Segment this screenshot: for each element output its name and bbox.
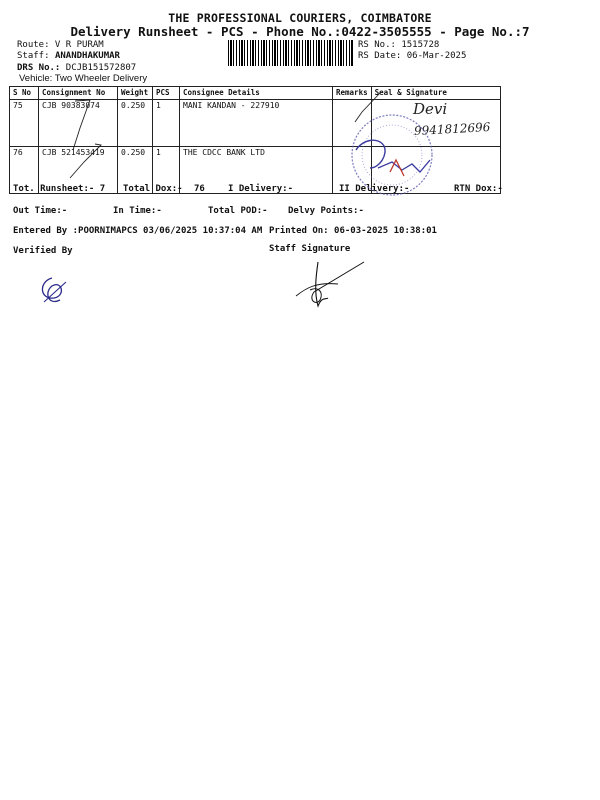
- rs-no: RS No.: 1515728: [358, 40, 440, 50]
- delvy-points: Delvy Points:-: [288, 206, 364, 216]
- staff-value: ANANDHAKUMAR: [54, 51, 120, 61]
- cell-sno: 76: [10, 147, 39, 194]
- handwritten-name: Devi: [413, 100, 448, 118]
- drs-label: DRS No.:: [17, 63, 61, 73]
- cell-weight: 0.250: [118, 100, 153, 147]
- handwritten-phone: 9941812696: [413, 120, 491, 138]
- printed-on: Printed On: 06-03-2025 10:38:01: [269, 226, 437, 236]
- col-seal: Seal & Signature: [371, 87, 500, 100]
- route-label: Route: V R PURAM: [17, 40, 104, 50]
- i-delivery: I Delivery:-: [228, 184, 294, 194]
- col-remarks: Remarks: [333, 87, 372, 100]
- col-pcs: PCS: [153, 87, 180, 100]
- table-header-row: [10, 87, 501, 100]
- drs-value: DCJB151572807: [65, 63, 137, 73]
- col-weight: Weight: [118, 87, 153, 100]
- total-pod: Total POD:-: [208, 206, 268, 216]
- cell-pcs: 1: [153, 147, 180, 194]
- staff-signature: [296, 262, 364, 306]
- staff-signature-label: Staff Signature: [269, 244, 351, 254]
- col-consignee: Consignee Details: [180, 87, 333, 100]
- col-sno: S No: [10, 87, 39, 100]
- cell-consignee: MANI KANDAN - 227910: [180, 100, 333, 147]
- cell-weight: 0.250: [118, 147, 153, 194]
- cell-sno: 75: [10, 100, 39, 147]
- out-time: Out Time:-: [13, 206, 68, 216]
- cell-consignment: CJB 90383074: [39, 100, 118, 147]
- verified-by: Verified By: [13, 246, 73, 256]
- verified-signature: [42, 278, 66, 302]
- cell-consignment: CJB 521453419: [39, 147, 118, 194]
- total-dox-value: 76: [194, 184, 205, 194]
- in-time: In Time:-: [113, 206, 162, 216]
- staff-label: Staff:: [17, 51, 50, 61]
- staff-line: [17, 51, 120, 61]
- runsheet-title: Delivery Runsheet - PCS - Phone No.:0422-3505555 - Page No.:7: [70, 24, 530, 39]
- tot-runsheet: Tot. Runsheet:- 7: [13, 184, 106, 194]
- drs-line: [17, 63, 136, 73]
- col-consignment: Consignment No: [39, 87, 118, 100]
- vehicle-label: Vehicle: Two Wheeler Delivery: [19, 73, 148, 84]
- cell-consignee: THE CDCC BANK LTD: [180, 147, 333, 194]
- barcode: [228, 40, 354, 66]
- rtn-dox: RTN Dox:-: [454, 184, 503, 194]
- entered-by: Entered By :POORNIMAPCS 03/06/2025 10:37:04 AM: [13, 226, 263, 236]
- cell-remarks: [333, 100, 372, 147]
- cell-pcs: 1: [153, 100, 180, 147]
- company-title: THE PROFESSIONAL COURIERS, COIMBATORE: [168, 11, 432, 25]
- rs-date: RS Date: 06-Mar-2025: [358, 51, 467, 61]
- total-dox-label: Total Dox:-: [123, 184, 183, 194]
- ii-delivery: II Delivery:-: [339, 184, 410, 194]
